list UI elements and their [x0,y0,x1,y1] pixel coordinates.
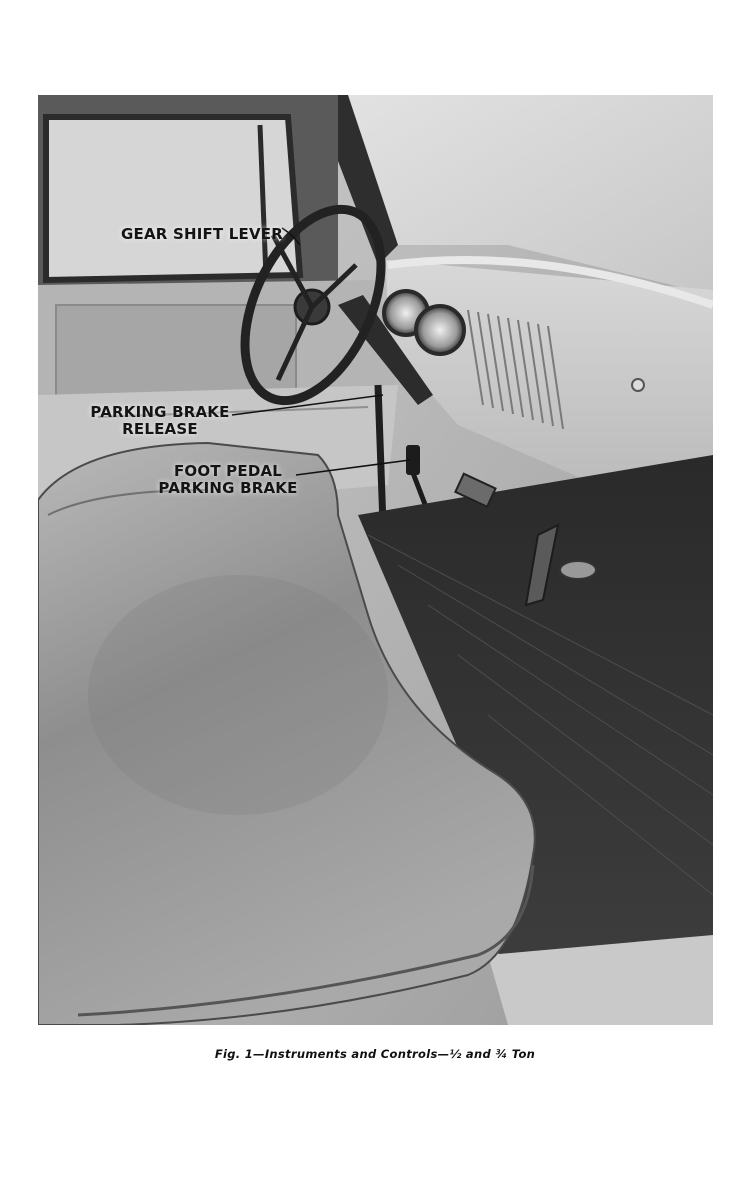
gear-shift-lever-label [121,226,283,243]
parking-brake-release-line1: PARKING BRAKE [90,403,230,421]
parking-brake-release-line2: RELEASE [122,420,198,438]
foot-pedal-parking-brake-line2: PARKING BRAKE [158,479,298,497]
foot-pedal-parking-brake-label [158,463,298,497]
figure-caption: Fig. 1—Instruments and Controls—½ and ¾ Ton [214,1047,536,1061]
parking-brake-release-label [89,404,231,438]
gear-shift-lever-text: GEAR SHIFT LEVER [121,225,283,243]
foot-pedal-parking-brake-line1: FOOT PEDAL [173,462,283,480]
